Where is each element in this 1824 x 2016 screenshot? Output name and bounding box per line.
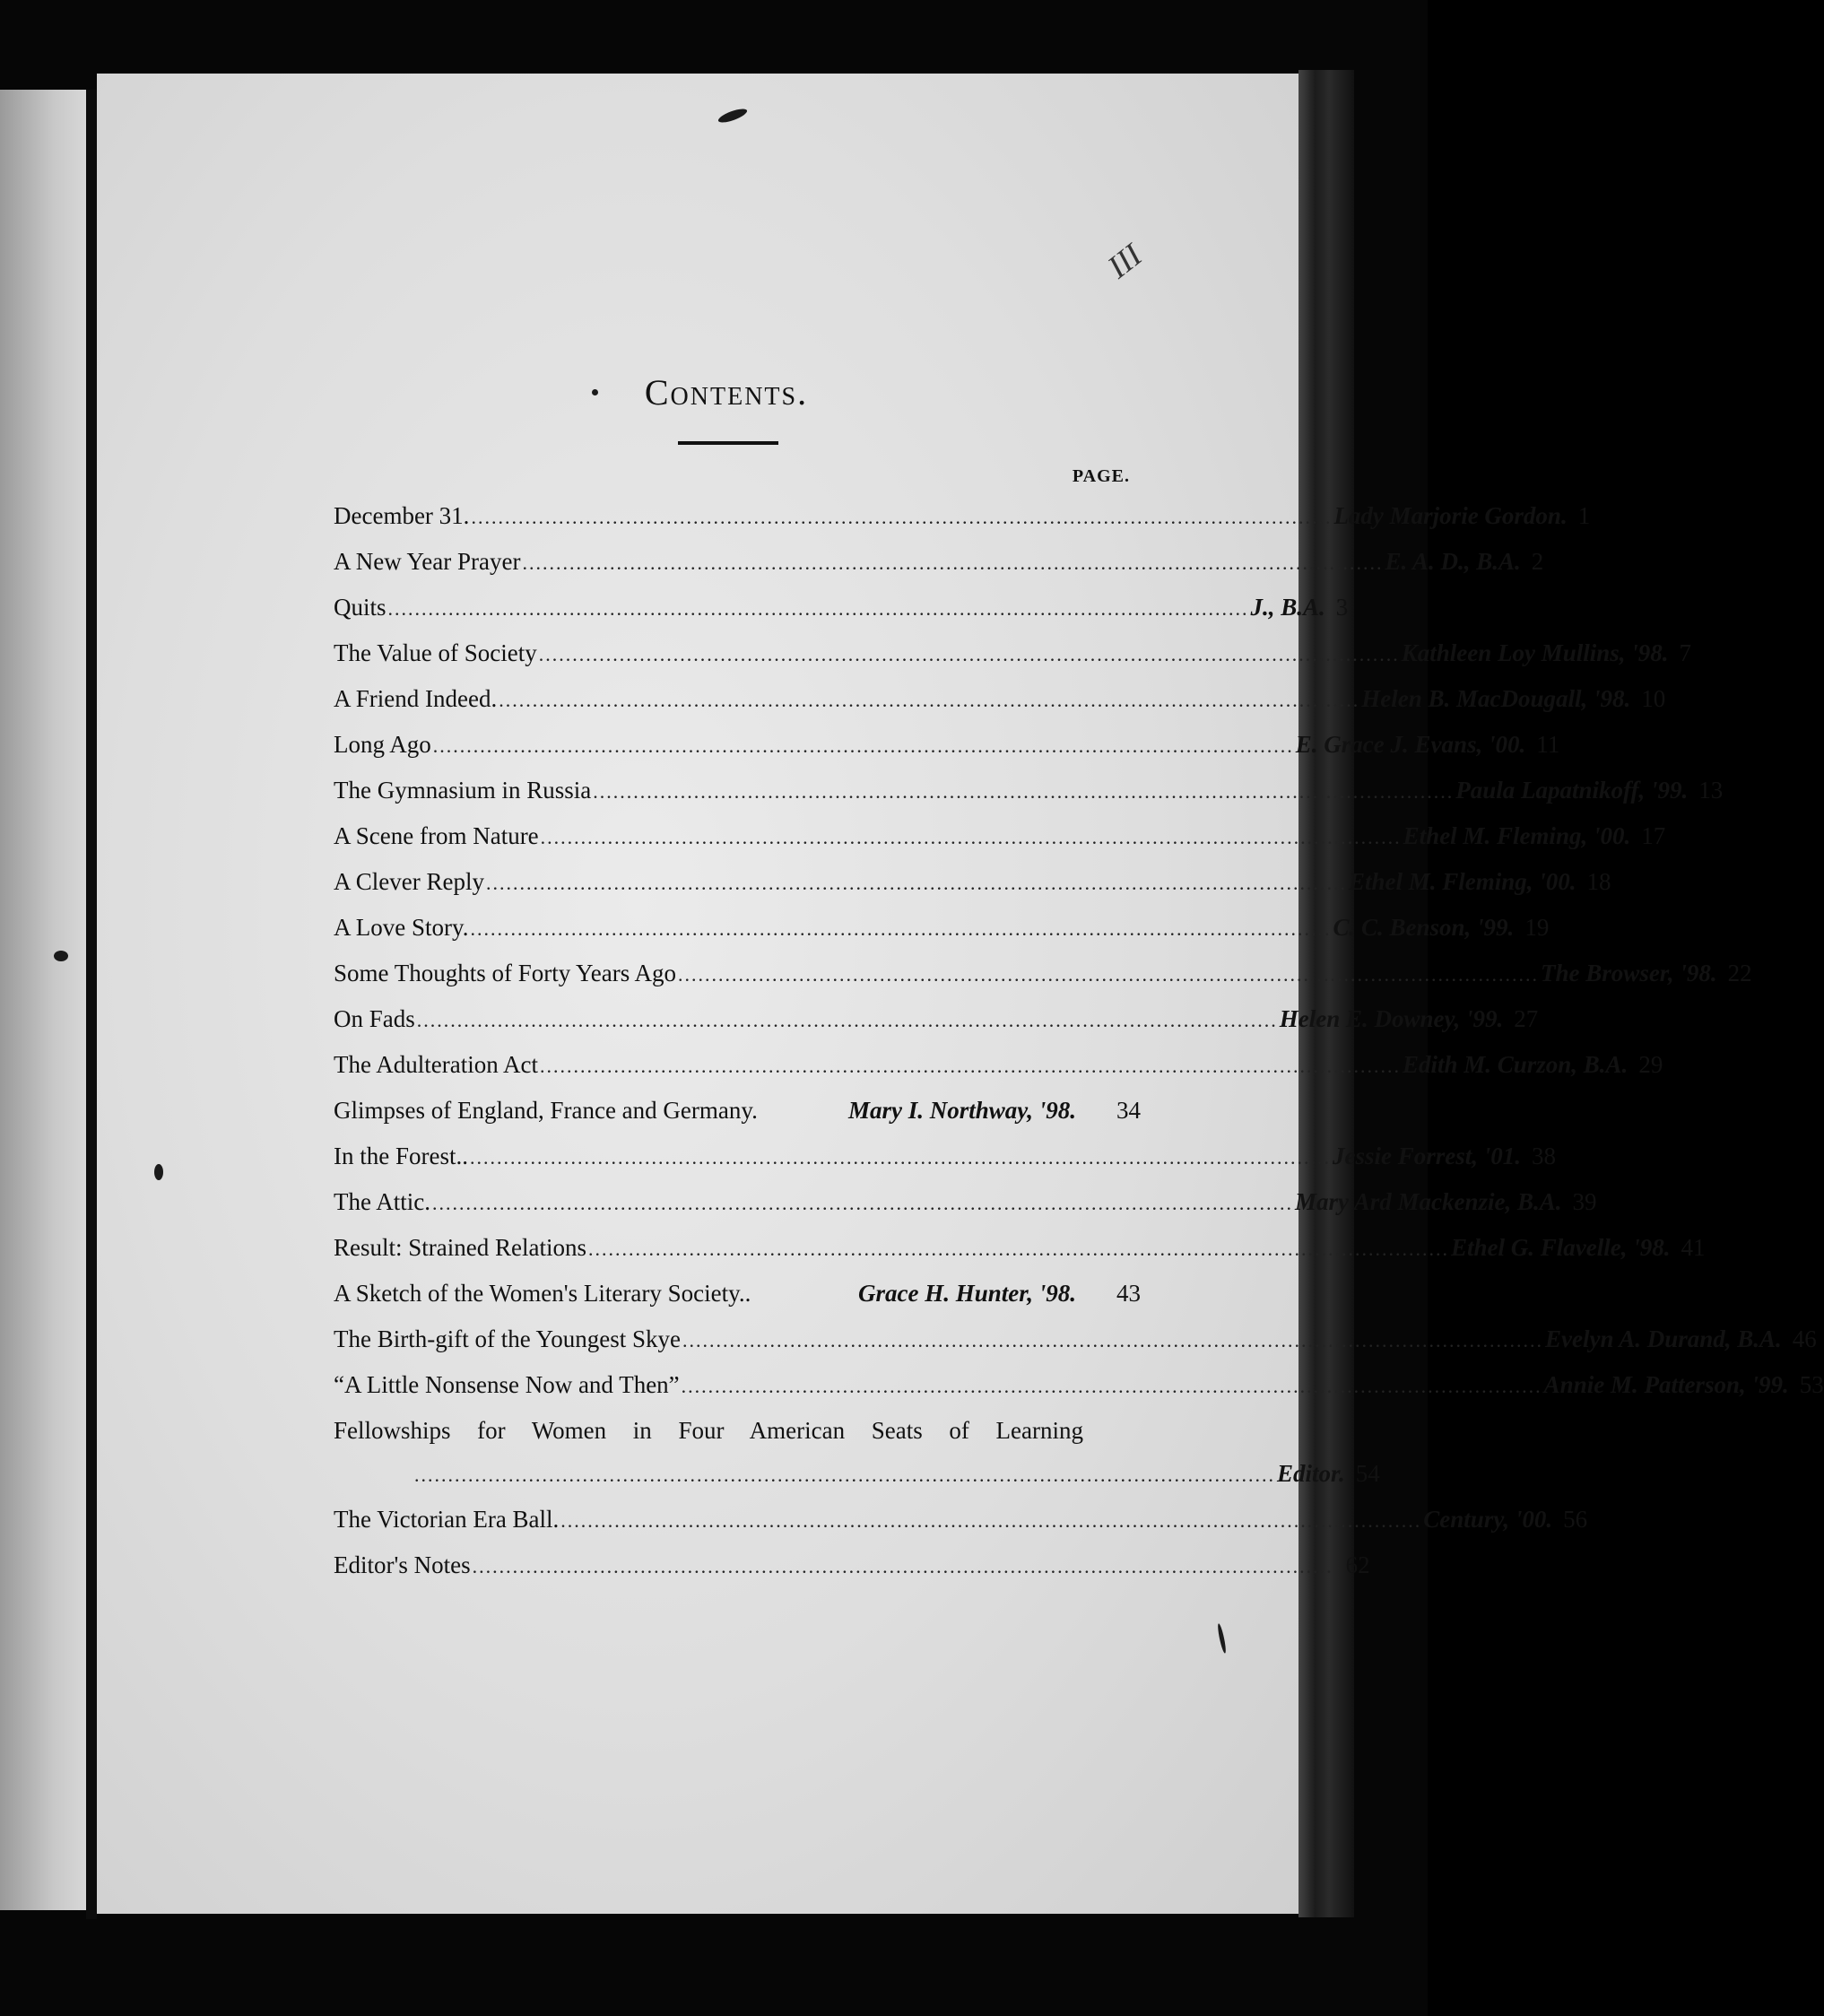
entry-page: 7	[1679, 639, 1691, 666]
toc-entry	[334, 868, 1611, 908]
entry-title: The Gymnasium in Russia	[334, 777, 592, 804]
entry-page: 38	[1532, 1143, 1556, 1169]
toc-entry	[334, 1188, 1597, 1228]
entry-author: Editor.	[1277, 1460, 1345, 1487]
entry-title: December 31.	[334, 502, 470, 529]
entry-page: 54	[1355, 1460, 1380, 1487]
book-fore-edge	[1299, 70, 1354, 1917]
dot-leader: ................................................................................................................................	[470, 917, 1332, 940]
toc-entry	[334, 1551, 1370, 1591]
entry-page: 22	[1727, 960, 1752, 986]
entry-page: 46	[1792, 1325, 1817, 1352]
toc-entry	[334, 1417, 1141, 1456]
entry-title: Long Ago	[334, 731, 431, 758]
toc-entry	[334, 594, 1349, 633]
entry-page: 2	[1531, 548, 1544, 575]
toc-entry	[334, 1325, 1817, 1365]
entry-page: 41	[1681, 1234, 1706, 1261]
dot-leader: ................................................................................................................................	[471, 506, 1333, 528]
entry-page: 10	[1641, 685, 1666, 712]
ink-speck	[54, 951, 68, 961]
toc-entry	[334, 960, 1752, 999]
entry-title: The Adulteration Act	[334, 1051, 538, 1078]
toc-entry	[334, 1005, 1539, 1045]
entry-author: Jessie Forrest, '01.	[1332, 1143, 1521, 1169]
entry-page: 11	[1536, 731, 1560, 758]
entry-title: Result: Strained Relations	[334, 1234, 586, 1261]
dot-leader: ................................................................................................................................	[499, 689, 1360, 711]
toc-entry	[334, 1506, 1588, 1545]
entry-page: 62	[1345, 1551, 1370, 1578]
ink-speck	[154, 1164, 163, 1180]
entry-author: Century, '00.	[1423, 1506, 1553, 1533]
entry-page: 13	[1698, 777, 1724, 804]
entry-title: Fellowships for Women in Four American Seats of Learning	[334, 1417, 1083, 1444]
entry-author: Kathleen Loy Mullins, '98.	[1401, 639, 1669, 666]
entry-title: A Scene from Nature	[334, 822, 539, 849]
entry-page: 29	[1638, 1051, 1663, 1078]
dot-leader: ................................................................................................................................	[387, 597, 1249, 620]
entry-author: Ethel M. Fleming, '00.	[1348, 868, 1576, 895]
toc-entry	[334, 548, 1544, 587]
dot-leader: ................................................................................................................................	[678, 963, 1540, 986]
entry-title: The Birth-gift of the Youngest Skye	[334, 1325, 681, 1352]
margin-folio-mark: III	[1100, 237, 1149, 285]
toc-entry	[334, 822, 1666, 862]
toc-entry	[334, 1371, 1824, 1411]
entry-page: 1	[1577, 502, 1591, 529]
entry-title: The Value of Society	[334, 639, 537, 666]
entry-page: 53	[1799, 1371, 1824, 1398]
entry-author: Mary I. Northway, '98.	[847, 1097, 1076, 1124]
entry-title: A Sketch of the Women's Literary Society..	[334, 1280, 751, 1307]
entry-page: 34	[1116, 1097, 1141, 1124]
book-gutter	[86, 90, 97, 1919]
toc-entry	[334, 1143, 1556, 1182]
title-rule	[678, 441, 778, 445]
entry-author: Mary Ard Mackenzie, B.A.	[1294, 1188, 1562, 1215]
dot-leader: ................................................................................................................................	[538, 643, 1400, 665]
entry-author: Ethel G. Flavelle, '98.	[1450, 1234, 1671, 1261]
entry-author: Evelyn A. Durand, B.A.	[1544, 1325, 1782, 1352]
entry-author: J., B.A.	[1250, 594, 1325, 621]
entry-page: 39	[1572, 1188, 1597, 1215]
entry-author: The Browser, '98.	[1541, 960, 1717, 986]
entry-title: The Victorian Era Ball.	[334, 1506, 560, 1533]
entry-page: 27	[1514, 1005, 1539, 1032]
dot-leader: ................................................................................................................................	[485, 872, 1347, 894]
toc-entry	[334, 1097, 1141, 1136]
entry-title: A New Year Prayer	[334, 548, 521, 575]
entry-title: In the Forest..	[334, 1143, 468, 1169]
entry-author: Paula Lapatnikoff, '99.	[1455, 777, 1689, 804]
entry-title: A Clever Reply	[334, 868, 484, 895]
entry-title: A Friend Indeed.	[334, 685, 498, 712]
entry-title: Editor's Notes	[334, 1551, 471, 1578]
entry-title: Quits	[334, 594, 387, 621]
dot-leader: ................................................................................................................................	[431, 1192, 1293, 1214]
entry-author: Helen E. Downey, '99.	[1279, 1005, 1504, 1032]
entry-title: Some Thoughts of Forty Years Ago	[334, 960, 677, 986]
entry-author: C. C. Benson, '99.	[1333, 914, 1515, 941]
entry-page: 17	[1641, 822, 1666, 849]
entry-author: Helen B. MacDougall, '98.	[1361, 685, 1631, 712]
toc-entry	[334, 1234, 1706, 1273]
dot-leader: ................................................................................................................................	[414, 1464, 1275, 1486]
dot-leader: ................................................................................................................................	[560, 1509, 1422, 1532]
toc-entry	[334, 502, 1591, 542]
toc-entry	[334, 685, 1666, 725]
toc-entry	[334, 731, 1560, 770]
dot-leader: ................................................................................................................................	[416, 1009, 1278, 1031]
dot-leader: ................................................................................................................................	[522, 552, 1384, 574]
entry-page: 43	[1116, 1280, 1141, 1307]
toc-entry	[334, 639, 1691, 679]
dot-leader: ................................................................................................................................	[593, 780, 1455, 803]
toc-entry	[334, 1280, 1141, 1319]
dot-leader: ................................................................................................................................	[539, 1055, 1401, 1077]
dot-leader: ................................................................................................................................	[472, 1555, 1333, 1577]
page-title: Contents.	[644, 372, 809, 413]
page-column-label: PAGE.	[1072, 466, 1130, 486]
entry-author: E. Grace J. Evans, '00.	[1295, 731, 1526, 758]
toc-entry	[334, 777, 1724, 816]
entry-page: 3	[1335, 594, 1349, 621]
dot-leader: ................................................................................................................................	[682, 1329, 1543, 1351]
entry-title: A Love Story.	[334, 914, 469, 941]
entry-page: 56	[1563, 1506, 1588, 1533]
entry-author: Annie M. Patterson, '99.	[1543, 1371, 1789, 1398]
entry-author: Grace H. Hunter, '98.	[857, 1280, 1076, 1307]
toc-entry	[334, 1051, 1663, 1091]
entry-page: 19	[1524, 914, 1550, 941]
dot-leader: ................................................................................................................................	[432, 734, 1294, 757]
entry-title: On Fads	[334, 1005, 415, 1032]
entry-author: Edith M. Curzon, B.A.	[1402, 1051, 1629, 1078]
entry-author: Lady Marjorie Gordon.	[1333, 502, 1568, 529]
facing-page-edge	[0, 90, 90, 1910]
toc-entry	[334, 914, 1550, 953]
dot-leader: ................................................................................................................................	[469, 1146, 1331, 1169]
entry-title: The Attic.	[334, 1188, 430, 1215]
entry-author: Ethel M. Fleming, '00.	[1403, 822, 1631, 849]
entry-title: Glimpses of England, France and Germany.	[334, 1097, 758, 1124]
entry-title: “A Little Nonsense Now and Then”	[334, 1371, 680, 1398]
entry-page: 18	[1586, 868, 1611, 895]
toc-entry-continuation	[334, 1460, 1380, 1499]
dot-leader: ................................................................................................................................	[587, 1238, 1449, 1260]
dot-leader: ................................................................................................................................	[540, 826, 1402, 848]
entry-author: E. A. D., B.A.	[1385, 548, 1521, 575]
dot-leader: ................................................................................................................................	[681, 1375, 1542, 1397]
